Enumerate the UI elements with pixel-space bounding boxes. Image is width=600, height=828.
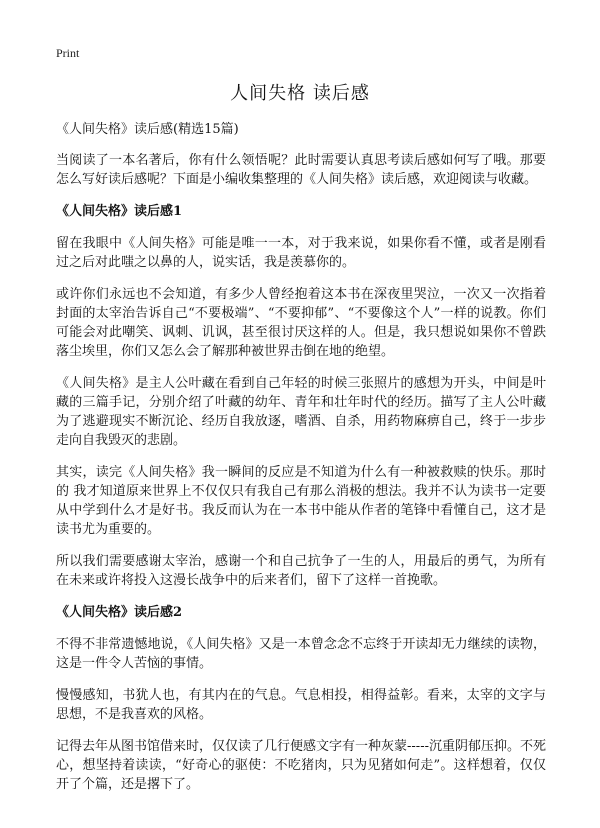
section-1-paragraph-5: 所以我们需要感谢太宰治，感谢一个和自己抗争了一生的人，用最后的勇气，为所有在未来或许将投入这漫长战争中的后来者们，留下了这样一首挽歌。 (56, 554, 546, 588)
section-2-paragraph-3: 记得去年从图书馆借来时，仅仅读了几行便感文字有一种灰蒙-----沉重阴郁压抑。不死心，想坚持着读读，“好奇心的驱使：不吃猪肉，只为见猪如何走”。这样想着，仅仅开了个篇，还是撂下了。 (56, 739, 546, 792)
page-title: 人间失格 读后感 (230, 83, 370, 104)
section-1-paragraph-4: 其实，读完《人间失格》我一瞬间的反应是不知道为什么有一种被救赎的快乐。那时的 我才知道原来世界上不仅仅只有我自己有那么消极的想法。我并不认为读书一定要从中学到什么才是好书。我反而认为在一本书中能从作者的笔锋中看懂自己，这才是读书尤为重要的。 (56, 465, 546, 537)
document-body (56, 121, 546, 807)
section-1-paragraph-3: 《人间失格》是主人公叶藏在看到自己年轻的时候三张照片的感想为开头，中间是叶藏的三篇手记，分别介绍了叶藏的幼年、青年和壮年时代的经历。描写了主人公叶藏为了逃避现实不断沉论、经历自我放逐，嗜酒、自杀，用药物麻痹自己，终于一步步走向自我毁灭的悲剧。 (56, 376, 546, 448)
intro-paragraph: 当阅读了一本名著后，你有什么领悟呢？此时需要认真思考读后感如何写了哦。那要怎么写好读后感呢？下面是小编收集整理的《人间失格》读后感，欢迎阅读与收藏。 (56, 153, 546, 187)
section-1-paragraph-2: 或许你们永远也不会知道，有多少人曾经抱着这本书在深夜里哭泣，一次又一次指着封面的太宰治告诉自己“不要极端”、“不要抑郁”、“不要像这个人”一样的说教。你们可能会对此嘲笑、讽刺、讥讽，甚至很讨厌这样的人。但是，我只想说如果你不曾跌落尘埃里，你们又怎么会了解那种被世界击倒在地的绝望。 (56, 287, 546, 359)
document-subtitle: 《人间失格》读后感(精选15篇) (56, 122, 239, 137)
section-heading-1: 《人间失格》读后感1 (56, 204, 183, 219)
section-heading-2: 《人间失格》读后感2 (56, 605, 183, 620)
section-2-paragraph-1: 不得不非常遗憾地说，《人间失格》又是一本曾念念不忘终于开读却无力继续的读物，这是一件令人苦恼的事情。 (56, 637, 546, 671)
section-1-paragraph-1: 留在我眼中《人间失格》可能是唯一一本，对于我来说，如果你看不懂，或者是刚看过之后对此嗤之以鼻的人，说实话，我是羡慕你的。 (56, 236, 546, 270)
section-2-paragraph-2: 慢慢感知，书犹人也，有其内在的气息。气息相投，相得益彰。看来，太宰的文字与思想，不是我喜欢的风格。 (56, 688, 546, 722)
print-label: Print (56, 46, 80, 60)
